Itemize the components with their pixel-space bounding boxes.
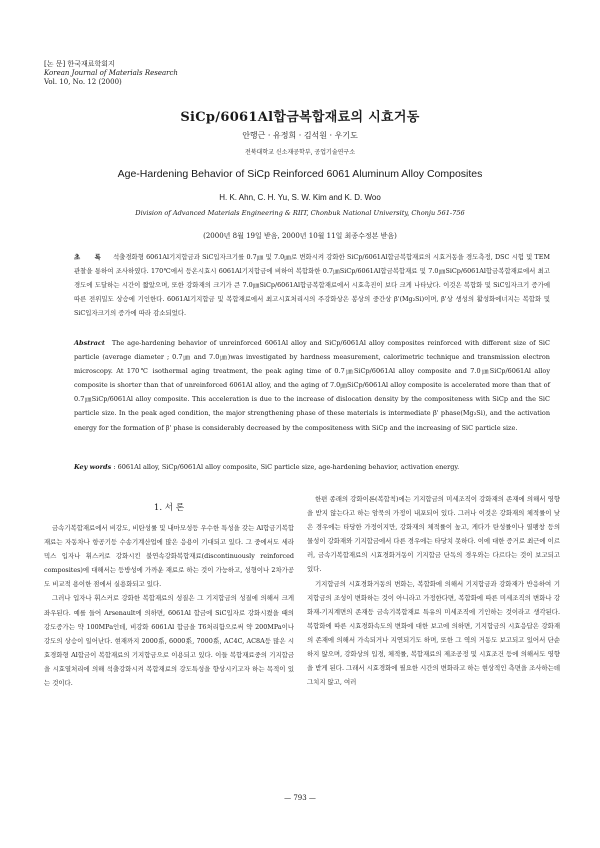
authors-english: H. K. Ahn, C. H. Yu, S. W. Kim and K. D. Woo [219,193,381,202]
abstract-english [74,336,550,435]
title-english: Age-Hardening Behavior of SiCp Reinforced 6061 Aluminum Alloy Composites [117,168,483,180]
authors-korean: 안행근 · 유정희 · 김석원 · 우기도 [242,131,358,140]
received-dates: (2000년 8월 19일 받음, 2000년 10월 11일 최종수정본 받음) [203,232,397,240]
paragraph: 그러나 입자나 휘스커로 강화한 복합재료의 성질은 그 기지합금의 성질에 의해서 크게 좌우된다. 예를 들어 Arsenault에 의하면, 6061Al 합금에 SiC입자로 강화시켰을 때의 강도증가는 약 100MPa인데, 비강화 6061Al 합금을 T6처리함으로써 약 200MPa이나 강도의 상승이 일어난다. 현재까지 2000系, 6000系, 7000系, AC4C, AC8A등 많은 시효경화형 Al합금이 복합재료의 기지합금으로 이용되고 있다. 이들 복합재료중의 기지합금을 시효열처리에 의해 석출강화시켜 복합재료의 강도특성을 향상시키고자 하는 목적이 있는 것이다. [44,594,294,688]
paragraph: 금속기복합재료에서 비강도, 비탄성률 및 내마모성등 우수한 특성을 갖는 Al합금기복합재료는 자동차나 항공기등 수송기계산업에 많은 응용이 기대되고 있다. 그 중에서도 세라믹스 입자나 휘스커로 강화시킨 불연속강화복합재료(discontinuously reinforced composites)에 대해서는 등방성에 가까운 재료로 하는 것이 가능하고, 성형이나 2차가공도 비교적 용이한 점에서 실용화되고 있다. [44,524,294,589]
left-column [44,521,294,690]
journal-header [44,60,178,87]
abstract-english-label: Abstract [74,339,105,347]
journal-name-en: Korean Journal of Materials Research [44,69,178,77]
keywords-label: Key words [74,463,112,471]
affiliation-korean: 전북대학교 신소재공학부, 공업기술연구소 [244,149,356,156]
paragraph: 한편 종래의 강화이론(복합칙)에는 기지합금의 미세조직이 강화재의 존재에 의해서 영향을 받지 않는다고 하는 암묵의 가정이 내포되어 있다. 그러나 이것은 강화재의 체적률이 낮은 경우에는 타당한 가정이지만, 강화재의 체적률이 높고, 게다가 탄성률이나 열팽창 등의 물성이 강화재와 기지합금에서 다른 경우에는 타당치 못하다. 이에 대한 증거로 최근에 이르러, 금속기복합재료의 시효경화거동이 기지합금 단독의 경우와는 다르다는 것이 보고되고 있다. [307,495,560,574]
keywords [74,463,550,471]
keywords-text: : 6061Al alloy, SiCp/6061Al alloy composite, SiC particle size, age-hardening behavior, activation energy. [113,463,460,471]
affiliation-english: Division of Advanced Materials Engineering & RIIT, Chonbuk National University, Chonju 561-756 [135,209,465,217]
abstract-korean-label: 초 록 [74,253,107,261]
paragraph: 기지합금의 시효경화거동의 변화는, 복합화에 의해서 기지합금과 강화재가 반응하여 기지합금의 조성이 변화하는 것이 아니라고 가정한다면, 복합화에 따른 미세조직의 변화나 강화재-기지계면의 존재등 금속기복합재료 특유의 미세조직에 기인하는 것이라고 생각된다. 복합화에 따른 시효경화속도의 변화에 대한 보고에 의하면, 기지합금의 시효응답은 강화재의 존재에 의해서 가속되거나 지연되기도 하며, 또한 그 역의 거동도 보고되고 있어서 단순하지 않으며, 강화상의 입경, 체적률, 복합재료의 제조공정 및 시효조건 등에 의해서도 영향을 받게 된다. 그래서 시효경화에 필요한 시간의 변화라고 하는 현상적인 측면을 조사하는데 그치지 않고, 여러 [307,579,560,687]
abstract-korean-text: 석출경화형 6061Al기지합금과 SiC입자크기를 0.7㎛ 및 7.0㎛로 변화시켜 강화한 SiCp/6061Al합금복합재료의 시효거동을 경도측정, DSC 시험 및 TEM관찰을 통하여 조사하였다. 170℃에서 등온시효시 6061Al기지합금에 비하여 복합화한 0.7㎛SiCp/6061Al합금복합재료 및 7.0㎛SiCp/6061Al합금복합재료에서 최고경도에 도달하는 시간이 짧았으며, 또한 강화재의 크기가 큰 7.0㎛SiCp/6061Al합금복합재료에서 시효촉진이 보다 크게 나타났다. 이것은 복합화 및 SiC입자크기 증가에 따른 전위밀도 상승에 기인한다. 6061Al기지합금 및 복합재료에서 최고시효처리시의 주강화상은 봉상의 중간상 β'(Mg₂Si)이며, β'상 생성의 활성화에너지는 복합화 및 SiC입자크기의 증가에 따라 감소되었다. [74,253,550,317]
right-column [307,492,560,689]
title-korean: SiCp/6061Al합금복합재료의 시효거동 [180,110,420,125]
section-heading-introduction: 1. 서 론 [153,503,185,513]
abstract-korean [74,250,550,320]
page-number: — 793 — [284,794,316,802]
abstract-english-text: The age-hardening behavior of unreinforced 6061Al alloy and SiCp/6061Al alloy composites reinforced with different size of SiC particle (average diameter ; 0.7㎛ and 7.0㎛)was investigated by hardness measurement, calorimetric technique and transmission electron microscopy. At 170℃ isothermal aging treatment, the peak aging time of 0.7㎛SiCp/6061Al alloy composite and 7.0㎛SiCp/6061Al alloy composite is shorter than that of unreinforced 6061Al alloy, and the aging of 7.0㎛SiCp/6061Al alloy composite is accelerated more than that of 0.7㎛SiCp/6061Al alloy composite. This acceleration is due to the increase of dislocation density by the compositeness with SiCp and the SiC particle size. In the peak aged condition, the major strengthening phase of these materials is intermediate β' phase(Mg₂Si), and the activation energy for the formation of β' phase is considerably decreased by the compositeness with SiCp and the increasing of SiC particle size. [74,339,550,432]
journal-category: [논 문] 한국재료학회지 [44,60,115,68]
journal-volume: Vol. 10, No. 12 (2000) [44,78,122,86]
